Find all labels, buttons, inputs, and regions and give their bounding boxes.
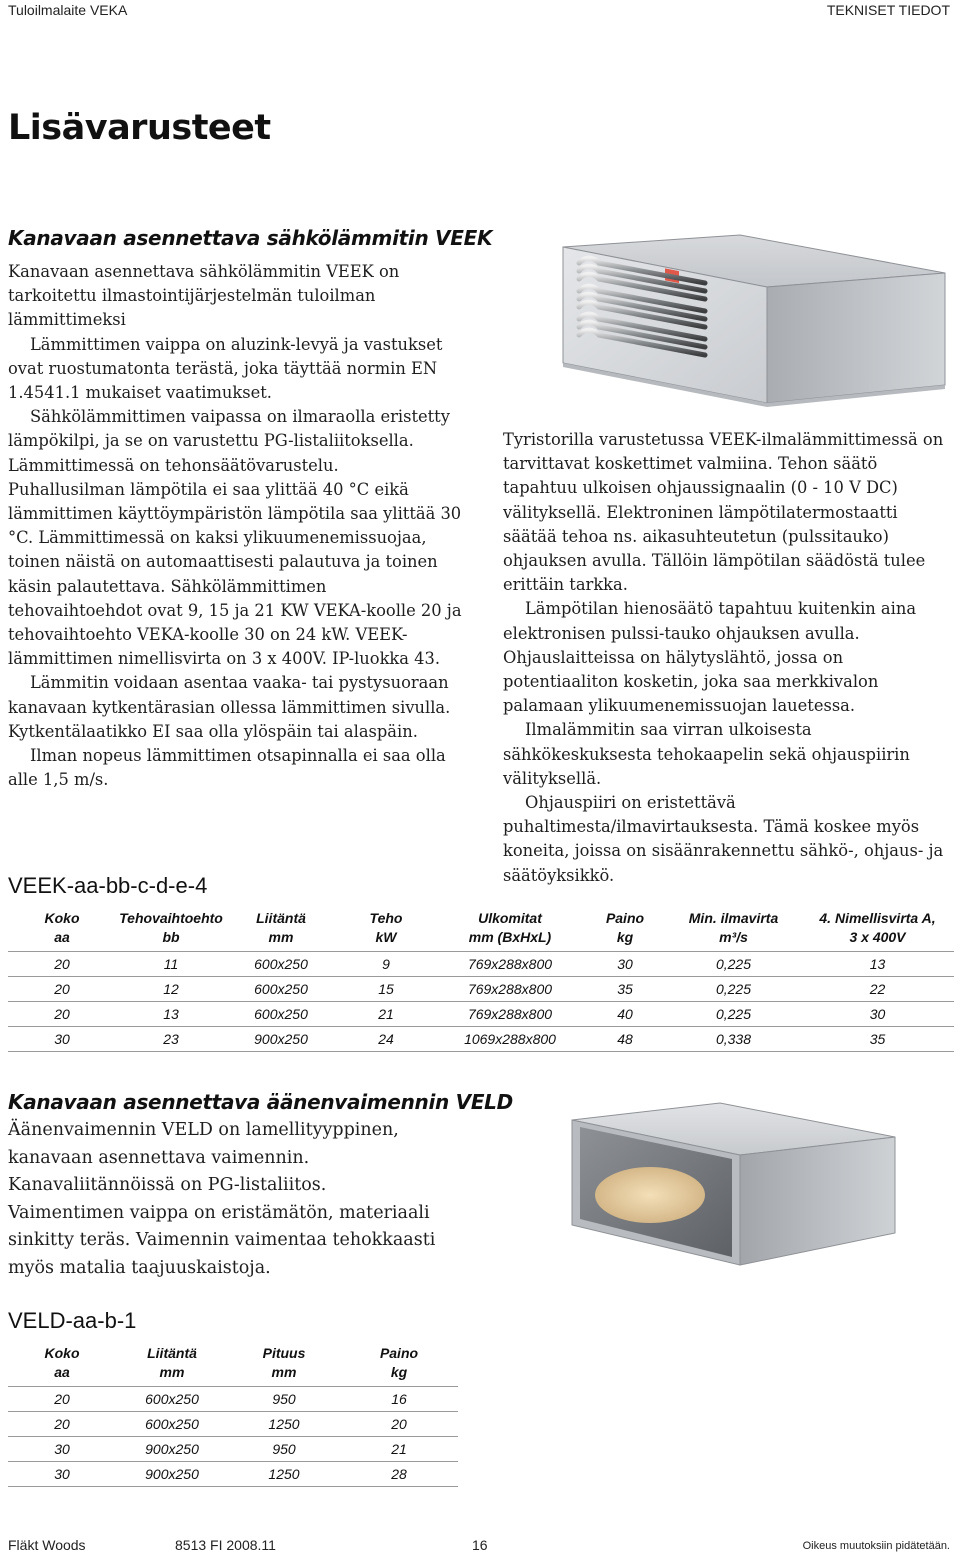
- table-cell: 20: [340, 1412, 458, 1437]
- veld-section-title: Kanavaan asennettava äänenvaimennin VELD: [8, 1090, 513, 1114]
- veek-paragraph: Puhallusilman lämpötila ei saa ylittää 40 °C eikä lämmittimen käyttöympäristön lämpötila saa ylittää 30 °C. Lämmittimessä on kaksi ylikuumenemissuojaa, toinen näistä on automaattisesti palautuva ja toinen käsin palautettava. Sähkölämmittimen tehovaihtoehdot ovat 9, 15 ja 21 KW VEKA-koolle 20 ja tehovaihtoehto VEKA-koolle 30 on 24 kW. VEEK-lämmittimen nimellisvirta on 3 x 400V. IP-luokka 43.: [8, 479, 462, 669]
- veld-table-header: Pituus mm: [262, 1345, 306, 1380]
- veek-table-header: 4. Nimellisvirta A, 3 x 400V: [819, 910, 936, 945]
- veek-paragraph: Lämmitin voidaan asentaa vaaka- tai pystysuoraan kanavaan kytkentärasian ollessa lämmittimen sivulla. Kytkentälaatikko EI saa olla ylöspäin tai alaspäin.: [8, 673, 451, 741]
- table-cell: 12: [116, 977, 226, 1002]
- table-cell: 30: [8, 1437, 116, 1462]
- veld-silencer-image: [560, 1085, 905, 1275]
- table-cell: 1250: [228, 1412, 340, 1437]
- veek-table-header: Tehovaihtoehto bb: [119, 910, 223, 945]
- table-row: [8, 1437, 458, 1462]
- table-cell: 24: [336, 1027, 436, 1052]
- veek-table-header: Ulkomitat mm (BxHxL): [468, 910, 552, 945]
- footer-page-number: 16: [472, 1537, 488, 1553]
- table-cell: 23: [116, 1027, 226, 1052]
- table-row: [8, 1387, 458, 1412]
- veek-right-paragraph: Ilmalämmitin saa virran ulkoisesta sähkökeskuksesta tehokaapelin sekä ohjauspiirin välityksellä.: [503, 720, 910, 788]
- footer-doc-number: 8513 FI 2008.11: [175, 1537, 276, 1553]
- table-cell: 30: [801, 1002, 954, 1027]
- veek-section-title: Kanavaan asennettava sähkölämmitin VEEK: [8, 226, 493, 250]
- table-cell: 900x250: [116, 1462, 228, 1487]
- table-cell: 769x288x800: [436, 977, 584, 1002]
- table-cell: 16: [340, 1387, 458, 1412]
- table-row: [8, 977, 954, 1002]
- table-cell: 20: [8, 977, 116, 1002]
- table-cell: 21: [336, 1002, 436, 1027]
- veek-right-paragraph: Tyristorilla varustetussa VEEK-ilmalämmittimessä on tarvittavat koskettimet valmiina. Tehon säätö tapahtuu ulkoisen ohjaussignaalin (0 - 10 V DC) välityksellä. Elektroninen lämpötilatermostaatti säätää tehoa ns. aikasuhteutetun (pulssitauko) ohjauksen avulla. Tällöin lämpötilan säädöstä tulee erittäin tarkka.: [503, 430, 944, 595]
- veek-heater-image: [555, 225, 950, 425]
- table-cell: 40: [584, 1002, 666, 1027]
- veek-table-header: Min. ilmavirta m³/s: [688, 910, 779, 945]
- table-row: [8, 1027, 954, 1052]
- table-cell: 35: [584, 977, 666, 1002]
- table-cell: 600x250: [116, 1387, 228, 1412]
- table-cell: 950: [228, 1387, 340, 1412]
- table-cell: 30: [8, 1462, 116, 1487]
- veek-product-code: VEEK-aa-bb-c-d-e-4: [8, 873, 208, 898]
- table-cell: 900x250: [116, 1437, 228, 1462]
- veek-paragraph: Sähkölämmittimen vaipassa on ilmaraolla eristetty lämpökilpi, ja se on varustettu PG-listaliitoksella. Lämmittimessä on tehonsäätövarustelu.: [8, 407, 450, 475]
- table-cell: 48: [584, 1027, 666, 1052]
- table-cell: 28: [340, 1462, 458, 1487]
- table-cell: 13: [801, 952, 954, 977]
- table-cell: 20: [8, 1412, 116, 1437]
- table-cell: 35: [801, 1027, 954, 1052]
- veld-product-code: VELD-aa-b-1: [8, 1308, 137, 1333]
- table-cell: 20: [8, 1002, 116, 1027]
- veld-table-header: Koko aa: [44, 1345, 80, 1380]
- footer-rights: Oikeus muutoksiin pidätetään.: [802, 1540, 950, 1552]
- table-cell: 0,225: [666, 952, 801, 977]
- veld-paragraph: Äänenvaimennin VELD on lamellityyppinen, kanavaan asennettava vaimennin. Kanavaliitännöissä on PG-listaliitos. Vaimentimen vaippa on eristämätön, materiaali sinkitty teräs. Vaimennin vaimentaa tehokkaasti myös matalia taajuuskaistoja.: [8, 1120, 436, 1278]
- veek-right-text: [503, 428, 953, 888]
- table-cell: 0,225: [666, 977, 801, 1002]
- veek-right-paragraph: Lämpötilan hienosäätö tapahtuu kuitenkin aina elektronisen pulssi-tauko ohjauksen avulla. Ohjauslaitteissa on hälytyslähtö, jossa on potentiaaliton kosketin, joka saa merkkivalon palamaan ylikuumenemissuojan lauetessa.: [503, 599, 917, 716]
- header-left: Tuloilmalaite VEKA: [8, 2, 128, 18]
- veld-spec-table: [8, 1340, 458, 1487]
- table-cell: 769x288x800: [436, 952, 584, 977]
- table-cell: 13: [116, 1002, 226, 1027]
- veek-paragraph: Ilman nopeus lämmittimen otsapinnalla ei saa olla alle 1,5 m/s.: [8, 746, 446, 790]
- table-cell: 600x250: [226, 977, 336, 1002]
- veek-paragraph: Kanavaan asennettava sähkölämmitin VEEK on tarkoitettu ilmastointijärjestelmän tuloilman lämmittimeksi: [8, 262, 400, 330]
- veld-table-header-row: [8, 1340, 458, 1387]
- veek-table-header: Paino kg: [605, 910, 645, 945]
- veld-table-header: Paino kg: [379, 1345, 419, 1380]
- table-cell: 600x250: [116, 1412, 228, 1437]
- table-cell: 9: [336, 952, 436, 977]
- table-cell: 600x250: [226, 1002, 336, 1027]
- veek-left-text: [8, 260, 463, 792]
- veek-spec-table: [8, 905, 954, 1052]
- table-cell: 1250: [228, 1462, 340, 1487]
- footer-company: Fläkt Woods: [8, 1537, 86, 1553]
- table-cell: 0,225: [666, 1002, 801, 1027]
- table-row: [8, 1412, 458, 1437]
- veld-text: [8, 1117, 438, 1282]
- table-cell: 22: [801, 977, 954, 1002]
- table-cell: 600x250: [226, 952, 336, 977]
- veek-table-header-row: [8, 905, 954, 952]
- table-row: [8, 952, 954, 977]
- table-cell: 900x250: [226, 1027, 336, 1052]
- table-cell: 769x288x800: [436, 1002, 584, 1027]
- veld-table-header: Liitäntä mm: [147, 1345, 197, 1380]
- table-cell: 15: [336, 977, 436, 1002]
- veek-table-header: Teho kW: [369, 910, 403, 945]
- veek-right-paragraph: Ohjauspiiri on eristettävä puhaltimesta/ilmavirtauksesta. Tämä koskee myös koneita, joissa on sisäänrakennettu sähkö-, ohjaus- ja säätöyksikkö.: [503, 793, 944, 885]
- table-cell: 20: [8, 1387, 116, 1412]
- table-row: [8, 1462, 458, 1487]
- veek-table-header: Koko aa: [44, 910, 80, 945]
- table-cell: 20: [8, 952, 116, 977]
- table-cell: 11: [116, 952, 226, 977]
- header-right: TEKNISET TIEDOT: [826, 2, 950, 18]
- table-cell: 21: [340, 1437, 458, 1462]
- table-cell: 1069x288x800: [436, 1027, 584, 1052]
- table-cell: 950: [228, 1437, 340, 1462]
- table-cell: 0,338: [666, 1027, 801, 1052]
- veek-table-header: Liitäntä mm: [256, 910, 306, 945]
- veek-paragraph: Lämmittimen vaippa on aluzink-levyä ja vastukset ovat ruostumatonta terästä, joka täyttää normin EN 1.4541.1 mukaiset vaatimukset.: [8, 334, 443, 403]
- table-cell: 30: [8, 1027, 116, 1052]
- table-row: [8, 1002, 954, 1027]
- page-title: Lisävarusteet: [8, 108, 271, 148]
- table-cell: 30: [584, 952, 666, 977]
